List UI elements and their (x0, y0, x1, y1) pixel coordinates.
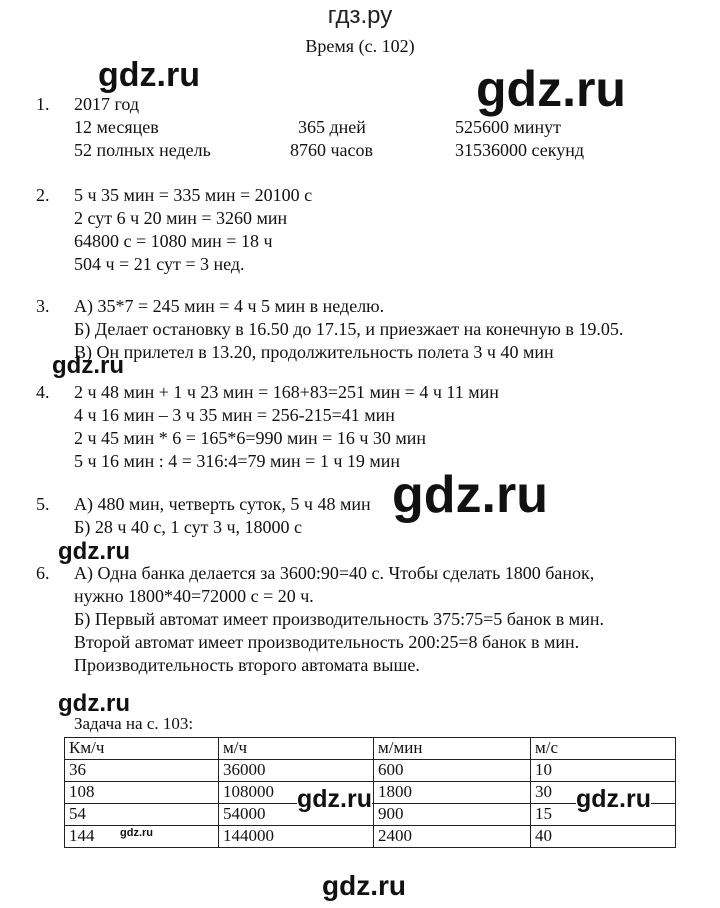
task-6-line-5: Производительность второго автомата выше. (74, 655, 420, 675)
table-header-cell: м/ч (219, 738, 374, 760)
table-row (65, 760, 676, 782)
task-6-line-4: Второй автомат имеет производительность 200:25=8 банок в мин. (74, 632, 580, 652)
table-cell: 10 (531, 760, 676, 782)
task-5-number: 5. (36, 494, 50, 514)
task-1-days: 365 дней (298, 117, 366, 137)
table-cell: 36 (65, 760, 219, 782)
task-1-seconds: 31536000 секунд (455, 140, 584, 160)
table-row (65, 826, 676, 848)
task-3-number: 3. (36, 296, 50, 316)
table-header-cell: м/с (531, 738, 676, 760)
task-1-minutes: 525600 минут (455, 117, 562, 137)
task-4-line-2: 4 ч 16 мин – 3 ч 35 мин = 256-215=41 мин (74, 405, 395, 425)
table-cell: 1800 (374, 782, 531, 804)
watermark: gdz.ru (392, 466, 548, 524)
task-4-line-3: 2 ч 45 мин * 6 = 165*6=990 мин = 16 ч 30 мин (74, 428, 427, 448)
task-2-line-2: 2 сут 6 ч 20 мин = 3260 мин (74, 208, 288, 228)
task-5-line-1: А) 480 мин, четверть суток, 5 ч 48 мин (74, 494, 371, 514)
table-cell: 54 (65, 804, 219, 826)
table-header-row (65, 738, 676, 760)
task-2-number: 2. (36, 185, 50, 205)
table-cell: 108000 (219, 782, 374, 804)
task-2-line-4: 504 ч = 21 сут = 3 нед. (74, 254, 245, 274)
task-6-line-1: А) Одна банка делается за 3600:90=40 с. Чтобы сделать 1800 банок, (74, 563, 595, 583)
task-2-line-1: 5 ч 35 мин = 335 мин = 20100 с (74, 185, 313, 205)
table-cell: 900 (374, 804, 531, 826)
task-3-line-1: А) 35*7 = 245 мин = 4 ч 5 мин в неделю. (74, 296, 385, 316)
task-4-line-1: 2 ч 48 мин + 1 ч 23 мин = 168+83=251 мин = 4 ч 11 мин (74, 382, 499, 402)
task-6-number: 6. (36, 563, 50, 583)
table-cell: 144 (65, 826, 219, 848)
watermark: gdz.ru (476, 61, 626, 117)
task-6-line-2: нужно 1800*40=72000 с = 20 ч. (74, 586, 314, 606)
site-header: гдз.ру (327, 2, 393, 29)
task-1-number: 1. (36, 94, 50, 114)
table-header-cell: м/мин (374, 738, 531, 760)
task-1-year: 2017 год (74, 94, 140, 114)
watermark: gdz.ru (576, 785, 651, 813)
table-cell: 600 (374, 760, 531, 782)
page-title: Время (с. 102) (305, 36, 415, 56)
watermark: gdz.ru (120, 827, 153, 839)
task-3-line-3: В) Он прилетел в 13.20, продолжительность полета 3 ч 40 мин (74, 342, 554, 362)
task-5-line-2: Б) 28 ч 40 с, 1 сут 3 ч, 18000 с (74, 517, 303, 537)
task-4-line-4: 5 ч 16 мин : 4 = 316:4=79 мин = 1 ч 19 мин (74, 451, 401, 471)
task-3-line-2: Б) Делает остановку в 16.50 до 17.15, и приезжает на конечную в 19.05. (74, 319, 624, 339)
watermark: gdz.ru (98, 56, 200, 94)
watermark: gdz.ru (58, 538, 130, 565)
table-cell: 30 (531, 782, 676, 804)
task-2-line-3: 64800 с = 1080 мин = 18 ч (74, 231, 273, 251)
table-cell: 36000 (219, 760, 374, 782)
task-1-hours: 8760 часов (290, 140, 374, 160)
table-cell: 108 (65, 782, 219, 804)
table-cell: 40 (531, 826, 676, 848)
task-1-weeks: 52 полных недель (74, 140, 211, 160)
table-cell: 2400 (374, 826, 531, 848)
table-cell: 54000 (219, 804, 374, 826)
task-4-number: 4. (36, 382, 50, 402)
task-6-line-3: Б) Первый автомат имеет производительность 375:75=5 банок в мин. (74, 609, 604, 629)
watermark: gdz.ru (52, 352, 124, 379)
watermark: gdz.ru (297, 785, 372, 813)
table-cell: 144000 (219, 826, 374, 848)
extra-task-caption: Задача на с. 103: (74, 714, 194, 733)
task-1-months: 12 месяцев (74, 117, 159, 137)
watermark: gdz.ru (322, 870, 406, 901)
watermark: gdz.ru (58, 690, 130, 717)
table-cell: 15 (531, 804, 676, 826)
table-header-cell: Км/ч (65, 738, 219, 760)
